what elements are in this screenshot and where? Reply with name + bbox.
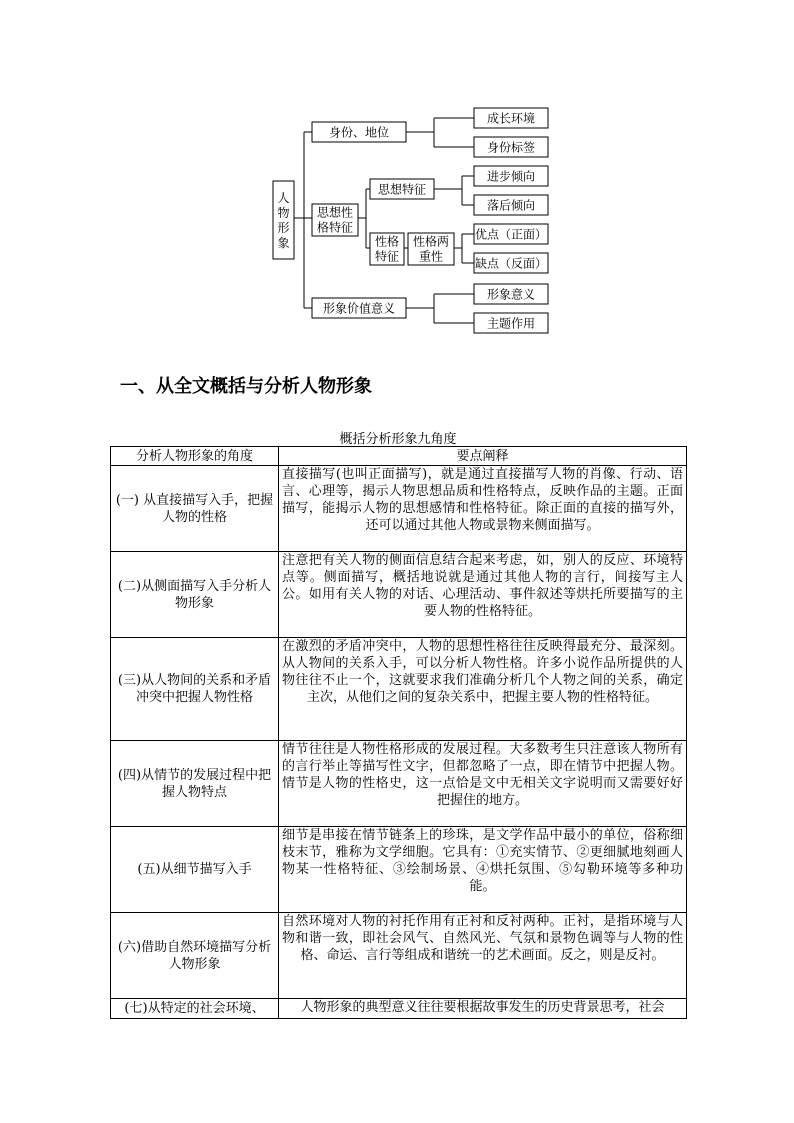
svg-text:身份、地位: 身份、地位: [328, 125, 390, 140]
diagram-node-character: [370, 233, 404, 265]
column-header-angle: 分析人物形象的角度: [111, 447, 279, 466]
explanation-cell: 在激烈的矛盾冲突中，人物的思想性格往往反映得最充分、最深刻。从人物间的关系入手，可以分析人物性格。许多小说作品所提供的人物往往不止一个，这就要求我们准确分析几个人物之间的关系，确定主次，从他们之间的复杂关系中，把握主要人物的性格特征。: [279, 638, 687, 741]
svg-text:思想特征: 思想特征: [377, 182, 427, 197]
diagram-node-value: [312, 298, 406, 318]
explanation-cell: 人物形象的典型意义往往要根据故事发生的历史背景思考，社会: [279, 999, 687, 1019]
svg-text:特征: 特征: [374, 249, 400, 264]
table-row: [111, 638, 687, 741]
diagram-node-flaw: [474, 253, 548, 273]
column-header-explanation: 要点阐释: [279, 447, 687, 466]
angle-cell: (六)借助自然环境描写分析人物形象: [111, 913, 279, 999]
svg-text:性格: 性格: [374, 234, 400, 249]
diagram-node-duality: [408, 233, 454, 265]
svg-text:优点（正面）: 优点（正面）: [474, 227, 548, 242]
angle-cell: (七)从特定的社会环境、: [111, 999, 279, 1019]
diagram-node-theme-function: [474, 313, 548, 333]
svg-text:格特征: 格特征: [316, 220, 354, 235]
svg-text:思想性: 思想性: [316, 205, 354, 220]
svg-text:进步倾向: 进步倾向: [486, 169, 536, 184]
table-row: [111, 999, 687, 1019]
diagram-node-merit: [474, 224, 548, 244]
table-row: [111, 741, 687, 827]
explanation-cell: 注意把有关人物的侧面信息结合起来考虑，如，别人的反应、环境特点等。侧面描写，概括地说就是通过其他人物的言行，间接写主人公。如用有关人物的对话、心理活动、事件叙述等烘托所要描写的主要人物的性格特征。: [279, 552, 687, 638]
diagram-node-growth-environment: [474, 108, 548, 128]
svg-text:性格两: 性格两: [412, 234, 450, 249]
svg-text:成长环境: 成长环境: [486, 111, 536, 126]
svg-text:落后倾向: 落后倾向: [486, 198, 536, 213]
diagram-node-identity-label: [474, 137, 548, 157]
diagram-root-node: [273, 181, 294, 259]
svg-text:缺点（反面）: 缺点（反面）: [474, 256, 548, 271]
section-title: 一、从全文概括与分析人物形象: [120, 376, 372, 397]
svg-text:身份标签: 身份标签: [486, 140, 536, 155]
table-row: [111, 827, 687, 913]
angle-cell: (二)从侧面描写入手分析人物形象: [111, 552, 279, 638]
explanation-cell: 直接描写(也叫正面描写)，就是通过直接描写人物的肖像、行动、语言、心理等，揭示人物思想品质和性格特点，反映作品的主题。正面描写，能揭示人物的思想感情和性格特征。除正面的直接的描写外，还可以通过其他人物或景物来侧面描写。: [279, 466, 687, 552]
angle-cell: (五)从细节描写入手: [111, 827, 279, 913]
angle-cell: (一) 从直接描写入手，把握人物的性格: [111, 466, 279, 552]
diagram-node-image-meaning: [474, 284, 548, 304]
table-row: [111, 913, 687, 999]
explanation-cell: 细节是串接在情节链条上的珍珠，是文学作品中最小的单位，俗称细枝末节，雅称为文学细胞。它具有：①充实情节、②更细腻地刻画人物某一性格特征、③绘制场景、④烘托氛围、⑤勾勒环境等多种功能。: [279, 827, 687, 913]
svg-text:形象价值意义: 形象价值意义: [322, 301, 396, 316]
svg-text:重性: 重性: [418, 249, 444, 264]
diagram-node-identity: [312, 122, 406, 142]
svg-text:形象意义: 形象意义: [486, 287, 536, 302]
explanation-cell: 自然环境对人物的衬托作用有正衬和反衬两种。正衬，是指环境与人物和谐一致，即社会风气、自然风光、气氛和景物色调等与人物的性格、命运、言行等组成和谐统一的艺术画面。反之，则是反衬。: [279, 913, 687, 999]
angle-cell: (三)从人物间的关系和矛盾冲突中把握人物性格: [111, 638, 279, 741]
character-image-diagram: [0, 0, 794, 340]
explanation-cell: 情节往往是人物性格形成的发展过程。大多数考生只注意该人物所有的言行举止等描写性文字，但都忽略了一点，即在情节中把握人物。情节是人物的性格史，这一点恰是文中无相关文字说明而又需要好好把握住的地方。: [279, 741, 687, 827]
diagram-node-thought-character: [312, 204, 358, 236]
diagram-node-progressive: [474, 166, 548, 186]
svg-text:人物形象: 人物形象: [277, 191, 290, 250]
table-header-row: [111, 447, 687, 466]
angle-cell: (四)从情节的发展过程中把握人物特点: [111, 741, 279, 827]
diagram-node-backward: [474, 195, 548, 215]
svg-text:主题作用: 主题作用: [486, 316, 536, 331]
nine-angles-table: [110, 446, 687, 1019]
diagram-node-thought: [370, 179, 434, 199]
table-caption: 概括分析形象九角度: [339, 432, 457, 447]
table-row: [111, 466, 687, 552]
table-row: [111, 552, 687, 638]
